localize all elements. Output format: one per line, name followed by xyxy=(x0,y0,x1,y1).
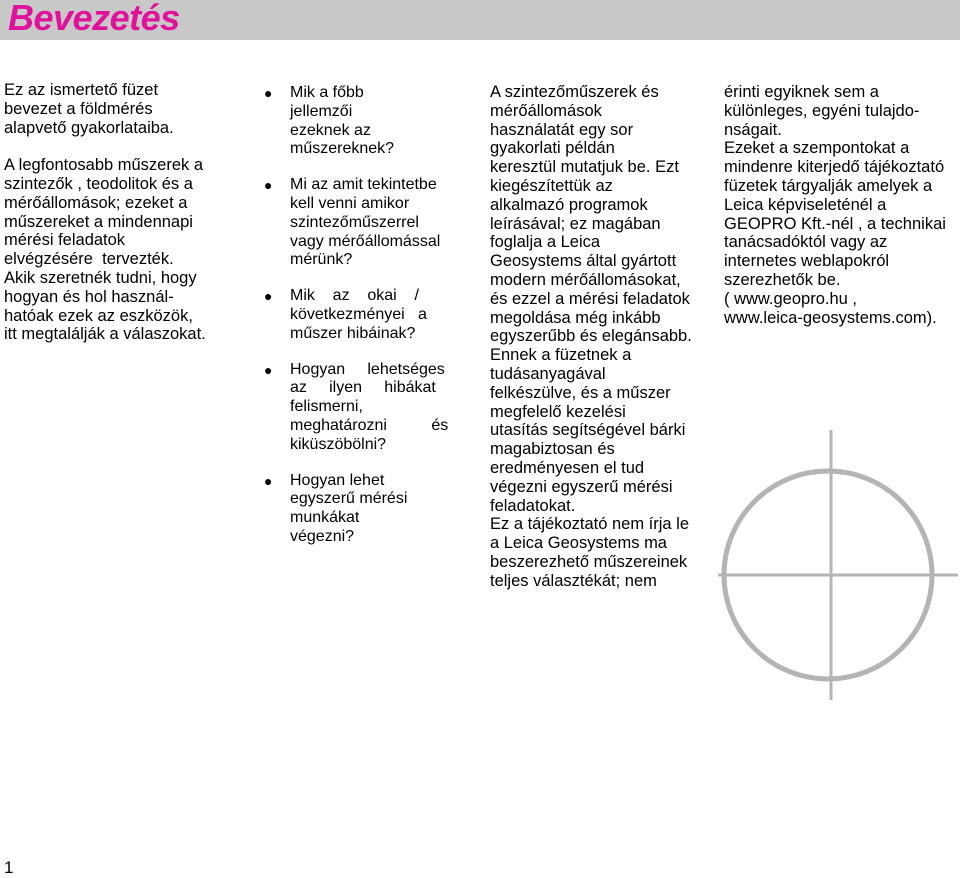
text-line: hogyan és hol használ- xyxy=(4,287,174,306)
questions-column xyxy=(264,84,454,564)
text-line: ezeknek az xyxy=(290,121,371,139)
text-line: az ilyen hibákat xyxy=(290,379,436,397)
text-line: tanácsadóktól vagy az xyxy=(724,233,888,252)
text-line: Ezeket a szempontokat a xyxy=(724,139,910,158)
intro-column xyxy=(4,81,234,344)
crosshair-icon xyxy=(718,430,958,700)
text-line: A szintezőműszerek és xyxy=(490,83,659,101)
text-line: mérőállomások; ezeket a xyxy=(4,193,188,212)
text-line: Ez az ismertető füzet xyxy=(4,81,159,99)
text-line: szintezők , teodolitok és a xyxy=(4,174,193,193)
text-line: műszereknek? xyxy=(290,140,395,158)
text-line: tudásanyagával xyxy=(490,364,606,383)
text-line: mindenre kiterjedő tájékoztató xyxy=(724,158,945,177)
text-line: foglalja a Leica xyxy=(490,233,601,252)
text-line: megfelelő kezelési xyxy=(490,402,626,421)
text-line: internetes weblapokról xyxy=(724,252,890,271)
text-line: munkákat xyxy=(290,509,360,527)
text-line: és ezzel a mérési feladatok xyxy=(490,289,690,308)
text-line: elvégzésére tervezték. xyxy=(4,250,174,269)
question-item xyxy=(264,472,454,547)
text-line: szintezőműszerrel xyxy=(290,213,419,231)
text-line: bevezet a földmérés xyxy=(4,99,153,118)
text-line: különleges, egyéni tulajdo- xyxy=(724,101,920,120)
text-line: gyakorlati példán xyxy=(490,139,615,158)
text-line: használatát egy sor xyxy=(490,120,634,139)
text-line: kiküszöbölni? xyxy=(290,435,387,453)
text-line: füzetek tárgyalják amelyek a xyxy=(724,176,933,195)
text-line: Geosystems által gyártott xyxy=(490,252,677,271)
text-line: egyszerűbb és elegánsabb. xyxy=(490,327,692,346)
text-line: beszerezhető műszereinek xyxy=(490,552,688,571)
text-line: itt megtalálják a válaszokat. xyxy=(4,325,206,344)
text-line: teljes választékát; nem xyxy=(490,571,657,590)
text-line: végezni egyszerű mérési xyxy=(490,477,673,496)
text-line: nságait. xyxy=(724,120,782,139)
text-line: mérési feladatok xyxy=(4,231,126,250)
text-line: végezni? xyxy=(290,527,355,545)
text-line: felismerni, xyxy=(290,398,363,416)
availability-paragraph xyxy=(724,83,960,327)
text-line: műszereket a mindennapi xyxy=(4,212,193,231)
text-line: Mi az amit tekintetbe xyxy=(290,176,437,194)
text-line: szerezhetők be. xyxy=(724,270,841,289)
page-title: Bevezetés xyxy=(8,0,180,38)
text-line: A legfontosabb műszerek a xyxy=(4,156,204,175)
text-line: Akik szeretnék tudni, hogy xyxy=(4,268,197,287)
text-line: mérünk? xyxy=(290,251,353,269)
text-line: Ez a tájékoztató nem írja le xyxy=(490,515,690,534)
text-line: alapvető gyakorlataiba. xyxy=(4,118,174,137)
page-number: 1 xyxy=(4,858,14,877)
text-line: Leica képviseleténél a xyxy=(724,195,887,214)
text-line: hatóak ezek az eszközök, xyxy=(4,306,193,325)
text-line: keresztül mutatjuk be. Ezt xyxy=(490,158,679,177)
text-line: utasítás segítségével bárki xyxy=(490,421,686,440)
text-line: mérőállomások xyxy=(490,101,602,120)
bullet-icon: ● xyxy=(264,85,273,101)
description-paragraph xyxy=(490,83,710,591)
text-line: a Leica Geosystems ma xyxy=(490,534,667,553)
text-line: meghatározni és xyxy=(290,416,449,434)
bullet-icon: ● xyxy=(264,288,273,305)
text-line: következményei a xyxy=(290,305,427,323)
text-line: érinti egyiknek sem a xyxy=(724,83,879,101)
question-item xyxy=(264,84,454,159)
text-line: Mik a főbb xyxy=(290,84,364,101)
text-line: megoldása még inkább xyxy=(490,308,661,327)
text-line: vagy mérőállomással xyxy=(290,232,441,250)
text-line: kell venni amikor xyxy=(290,194,410,212)
text-line: modern mérőállomásokat, xyxy=(490,270,681,289)
text-line: Ennek a füzetnek a xyxy=(490,346,632,365)
text-line: egyszerű mérési xyxy=(290,490,408,508)
instruments-paragraph xyxy=(4,156,234,344)
text-line: leírásával; ez magában xyxy=(490,214,661,233)
bullet-icon: ● xyxy=(264,177,273,194)
text-line: műszer hibáinak? xyxy=(290,324,416,342)
question-list xyxy=(264,84,454,547)
text-line: www.leica-geosystems.com). xyxy=(724,308,937,327)
question-item xyxy=(264,176,454,270)
text-line: kiegészítettük az xyxy=(490,176,613,195)
bullet-icon: ● xyxy=(264,472,273,489)
text-line: GEOPRO Kft.-nél , a technikai xyxy=(724,214,946,233)
description-column xyxy=(490,83,710,591)
text-line: ( www.geopro.hu , xyxy=(724,289,857,308)
text-line: eredményesen el tud xyxy=(490,458,645,477)
text-line: Hogyan lehet xyxy=(290,471,385,489)
availability-column xyxy=(724,83,960,327)
text-line: magabiztosan és xyxy=(490,440,615,459)
text-line: Hogyan lehetséges xyxy=(290,360,445,378)
question-item xyxy=(264,361,454,455)
text-line: alkalmazó programok xyxy=(490,195,648,214)
text-line: feladatokat. xyxy=(490,496,576,515)
intro-paragraph xyxy=(4,81,234,137)
text-line: Mik az okai / xyxy=(290,287,419,305)
bullet-icon: ● xyxy=(264,361,273,378)
text-line: jellemzői xyxy=(290,102,353,120)
question-item xyxy=(264,287,454,343)
text-line: felkészülve, és a műszer xyxy=(490,383,671,402)
